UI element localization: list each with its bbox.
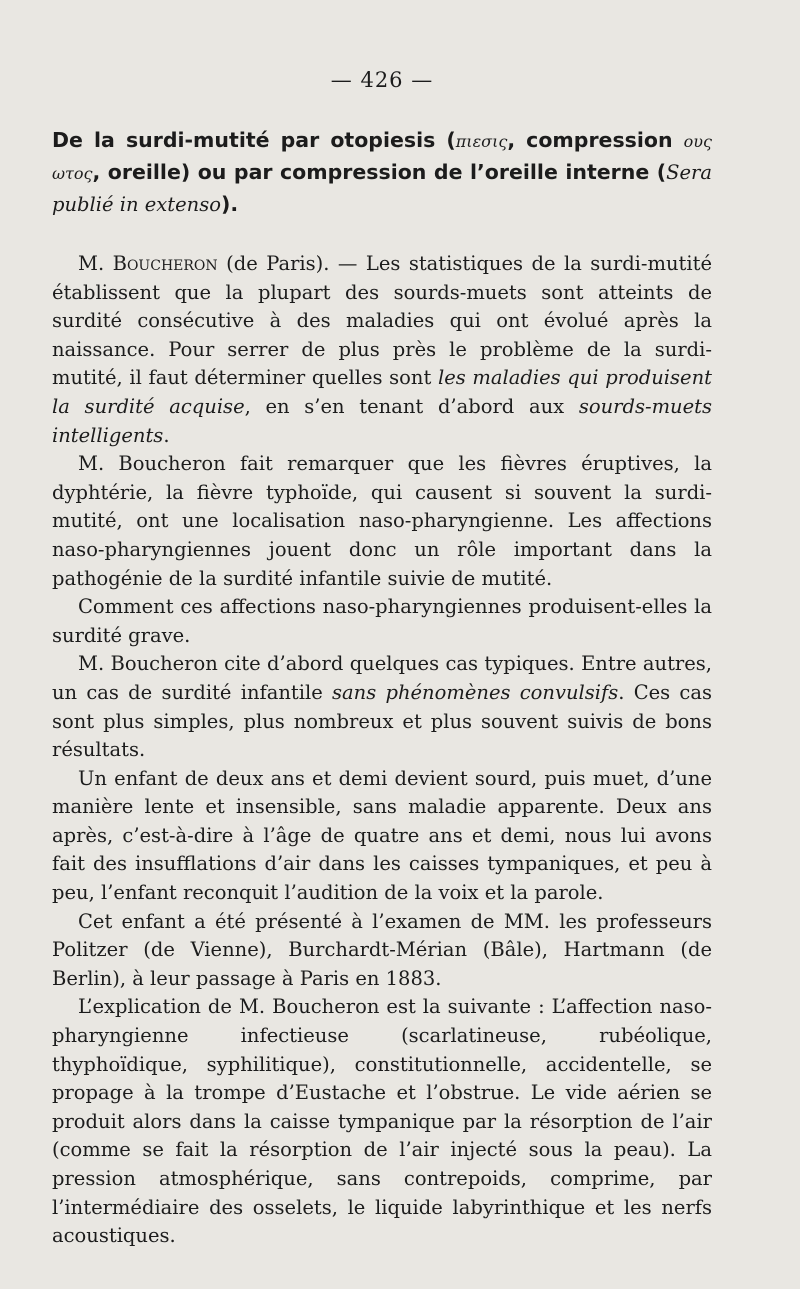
p1-text-1: (de Paris). — Les statistiques de la surdi-mutité établissent que la plupart des sourds-muets sont atteints de surdité consécutive à des maladies qui ont évolué après la naissance. Pour serrer de plus près le problème de la surdi-mutité, il faut déterminer quelles sont	[52, 252, 712, 390]
heading-text-4: ).	[220, 192, 239, 216]
p1-text-2: , en s’en tenant d’abord aux	[244, 394, 579, 418]
p4-italic-1: sans phénomènes convulsifs	[332, 680, 619, 704]
p1-text-3: .	[163, 423, 170, 447]
heading-greek-1: πιεσις	[455, 132, 508, 151]
p4-text-1: M. Boucheron cite d’abord quelques cas typiques. Entre autres, un cas de surdité infantile	[52, 652, 712, 704]
page-number: — 426 —	[330, 68, 434, 92]
heading-greek-2: ους ωτος	[52, 132, 712, 183]
paragraph-3: Comment ces affections naso-pharyngiennes produisent-elles la surdité grave.	[52, 595, 712, 647]
paragraph-7: L’explication de M. Boucheron est la suivante : L’affection naso-pharyngienne infectieuse (scarlatineuse, rubéolique, thyphoïdique, syphilitique), constitutionnelle, accidentelle, se propage à la trompe d’Eustache et l’obstrue. Le vide aérien se produit alors dans la caisse tympanique par la résorption de l’air (comme se fait la résorption de l’air injecté sous la peau). La pression atmosphérique, sans contrepoids, comprime, par l’intermédiaire des osselets, le liquide labyrinthique et les nerfs acoustiques.	[52, 995, 712, 1248]
heading-italic-note: Sera publié in extenso	[52, 161, 712, 216]
paragraph-6: Cet enfant a été présenté à l’examen de MM. les professeurs Politzer (de Vienne), Burchardt-Mérian (Bâle), Hartmann (de Berlin), à leur passage à Paris en 1883.	[52, 909, 712, 990]
paragraph-1	[52, 250, 712, 450]
paragraph-2: M. Boucheron fait remarquer que les fièvres éruptives, la dyphtérie, la fièvre typhoïde, qui causent si souvent la surdi-mutité, ont une localisation naso-pharyngienne. Les affections naso-pharyngiennes jouent donc un rôle important dans la pathogénie de la surdité infantile suivie de mutité.	[52, 452, 712, 590]
paragraph-4	[52, 650, 712, 764]
p1-italic-2: sourds-muets intelligents	[52, 394, 712, 447]
p4-text-2: . Ces cas sont plus simples, plus nombreux et plus souvent suivis de bons résultats.	[52, 680, 712, 762]
p1-italic-1: les maladies qui produisent la surdité acquise	[52, 366, 712, 418]
speaker-name: M. Boucheron	[78, 252, 218, 275]
heading-text-2: , compression	[507, 128, 684, 152]
section-heading	[52, 125, 712, 220]
heading-text-1: De la surdi-mutité par otopiesis (	[52, 128, 456, 152]
heading-text-3: , oreille) ou par compression de l’oreille interne (	[92, 160, 667, 184]
paragraph-5: Un enfant de deux ans et demi devient sourd, puis muet, d’une manière lente et insensible, sans maladie apparente. Deux ans après, c’est-à-dire à l’âge de quatre ans et demi, nous lui avons fait des insufflations d’air dans les caisses tympaniques, et peu à peu, l’enfant reconquit l’audition de la voix et la parole.	[52, 766, 712, 905]
